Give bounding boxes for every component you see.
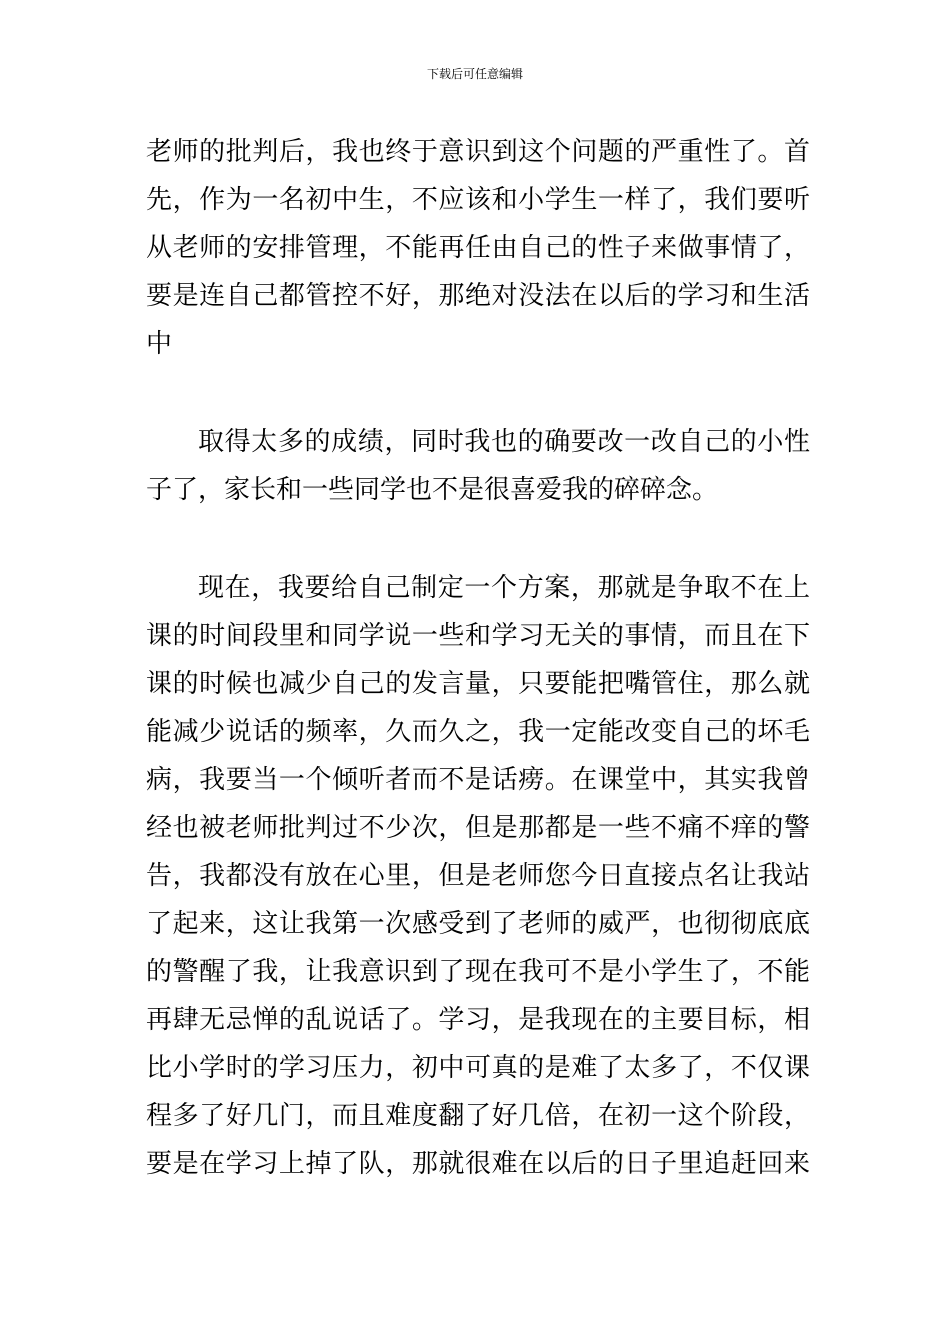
paragraph-gap xyxy=(146,368,810,418)
text-line: 从老师的安排管理，不能再任由自己的性子来做事情了， xyxy=(146,233,810,263)
text-line: 病，我要当一个倾听者而不是话痨。在课堂中，其实我曾 xyxy=(146,765,810,795)
text-line: 课的时间段里和同学说一些和学习无关的事情，而且在下 xyxy=(146,621,810,651)
page-header: 下载后可任意编辑 xyxy=(426,67,523,81)
text-line: 程多了好几门，而且难度翻了好几倍，在初一这个阶段， xyxy=(146,1101,810,1131)
text-line: 老师的批判后，我也终于意识到这个问题的严重性了。首 xyxy=(146,137,810,167)
text-line: 取得太多的成绩，同时我也的确要改一改自己的小性 xyxy=(198,427,810,457)
text-line: 告，我都没有放在心里，但是老师您今日直接点名让我站 xyxy=(146,861,810,891)
text-line: 再肆无忌惮的乱说话了。学习，是我现在的主要目标，相 xyxy=(146,1005,810,1035)
paragraph xyxy=(146,564,810,1188)
paragraph xyxy=(146,128,810,368)
text-line: 经也被老师批判过不少次，但是那都是一些不痛不痒的警 xyxy=(146,813,810,843)
text-line: 课的时候也减少自己的发言量，只要能把嘴管住，那么就 xyxy=(146,669,810,699)
text-line: 能减少说话的频率，久而久之，我一定能改变自己的坏毛 xyxy=(146,717,810,747)
text-line: 要是在学习上掉了队，那就很难在以后的日子里追赶回来 xyxy=(146,1149,810,1179)
text-line: 先，作为一名初中生，不应该和小学生一样了，我们要听 xyxy=(146,185,810,215)
document-body xyxy=(146,128,810,1188)
paragraph-gap xyxy=(146,514,810,564)
paragraph xyxy=(146,418,810,514)
text-line: 比小学时的学习压力，初中可真的是难了太多了，不仅课 xyxy=(146,1053,810,1083)
text-line: 中 xyxy=(146,329,173,359)
text-line: 了起来，这让我第一次感受到了老师的威严，也彻彻底底 xyxy=(146,909,810,939)
text-line: 的警醒了我，让我意识到了现在我可不是小学生了，不能 xyxy=(146,957,810,987)
text-line: 要是连自己都管控不好，那绝对没法在以后的学习和生活 xyxy=(146,281,810,311)
text-line: 现在，我要给自己制定一个方案，那就是争取不在上 xyxy=(198,573,810,603)
text-line: 子了，家长和一些同学也不是很喜爱我的碎碎念。 xyxy=(146,475,719,505)
